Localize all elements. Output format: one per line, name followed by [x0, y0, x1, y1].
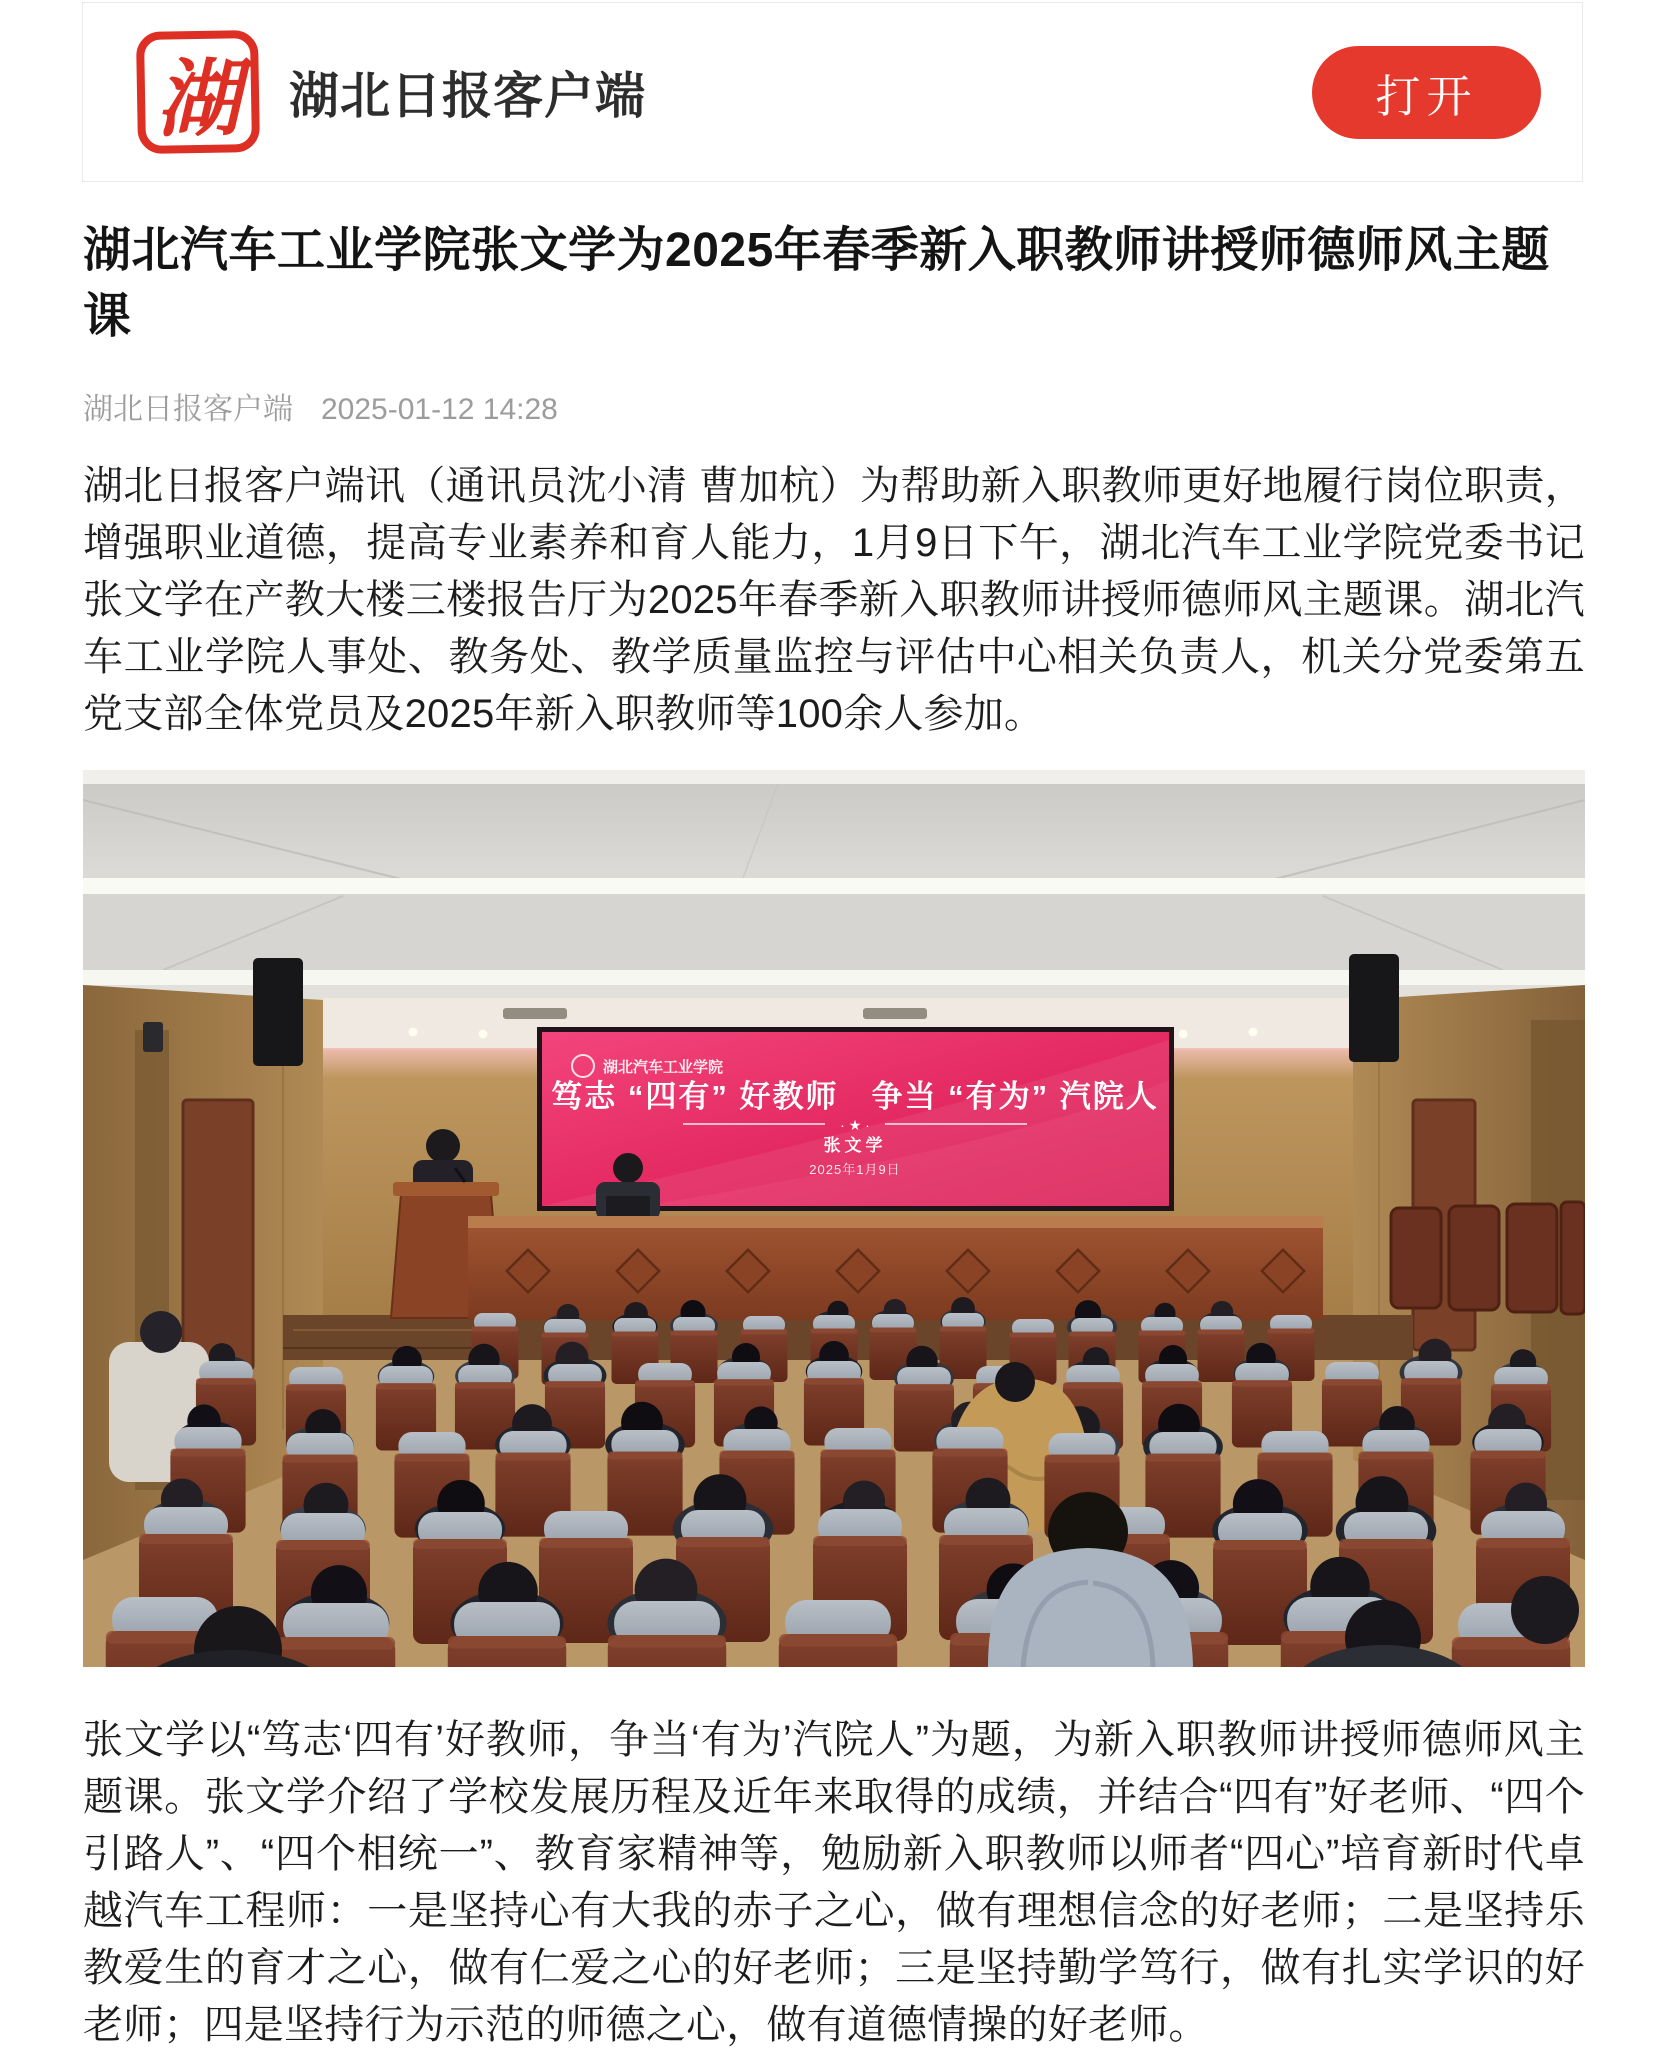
lecture-hall-scene — [83, 770, 1585, 1667]
article-timestamp: 2025-01-12 14:28 — [321, 393, 558, 426]
screen-speaker-name: 张文学 — [823, 1136, 887, 1155]
seal-logo-char: 湖 — [155, 52, 241, 148]
side-chairs — [1391, 1202, 1585, 1314]
screen-date: 2025年1月9日 — [809, 1162, 901, 1177]
article-paragraph-1: 湖北日报客户端讯（通讯员沈小清 曹加杭）为帮助新入职教师更好地履行岗位职责，增强职业道德，提高专业素养和育人能力，1月9日下午，湖北汽车工业学院党委书记张文学在产教大楼三楼报告厅为2025年春季新入职教师讲授师德师风主题课。湖北汽车工业学院人事处、教务处、教学质量监控与评估中心相关负责人，机关分党委第五党支部全体党员及2025年新入职教师等100余人参加。 — [83, 464, 1585, 736]
article-title: 湖北汽车工业学院张文学为2025年春季新入职教师讲授师德师风主题课 — [83, 224, 1550, 343]
article-photo — [83, 770, 1585, 1667]
app-name: 湖北日报客户端 — [289, 68, 646, 124]
open-app-button[interactable]: 打开 — [1312, 46, 1541, 139]
article-source: 湖北日报客户端 — [83, 393, 293, 426]
screen-divider-star: · ★ · — [840, 1117, 870, 1133]
screen-title: 笃志 “四有” 好教师 争当 “有为” 汽院人 — [551, 1079, 1159, 1114]
article-paragraph-2: 张文学以“笃志‘四有’好教师，争当‘有为’汽院人”为题，为新入职教师讲授师德师风主题课。张文学介绍了学校发展历程及近年来取得的成绩，并结合“四有”好老师、“四个引路人”、“四个相统一”、教育家精神等，勉励新入职教师以师者“四心”培育新时代卓越汽车工程师：一是坚持心有大我的赤子之心，做有理想信念的好老师；二是坚持乐教爱生的育才之心，做有仁爱之心的好老师；三是坚持勤学笃行，做有扎实学识的好老师；四是坚持行为示范的师德之心，做有道德情操的好老师。 — [83, 1718, 1585, 2047]
byline — [83, 384, 1585, 428]
right-speaker — [1349, 954, 1399, 1062]
wall-camera — [143, 1022, 163, 1052]
hubei-daily-seal-logo — [136, 30, 260, 154]
screen-logo-text: 湖北汽车工业学院 — [603, 1059, 724, 1076]
app-banner — [82, 2, 1583, 182]
left-speaker — [253, 958, 303, 1066]
